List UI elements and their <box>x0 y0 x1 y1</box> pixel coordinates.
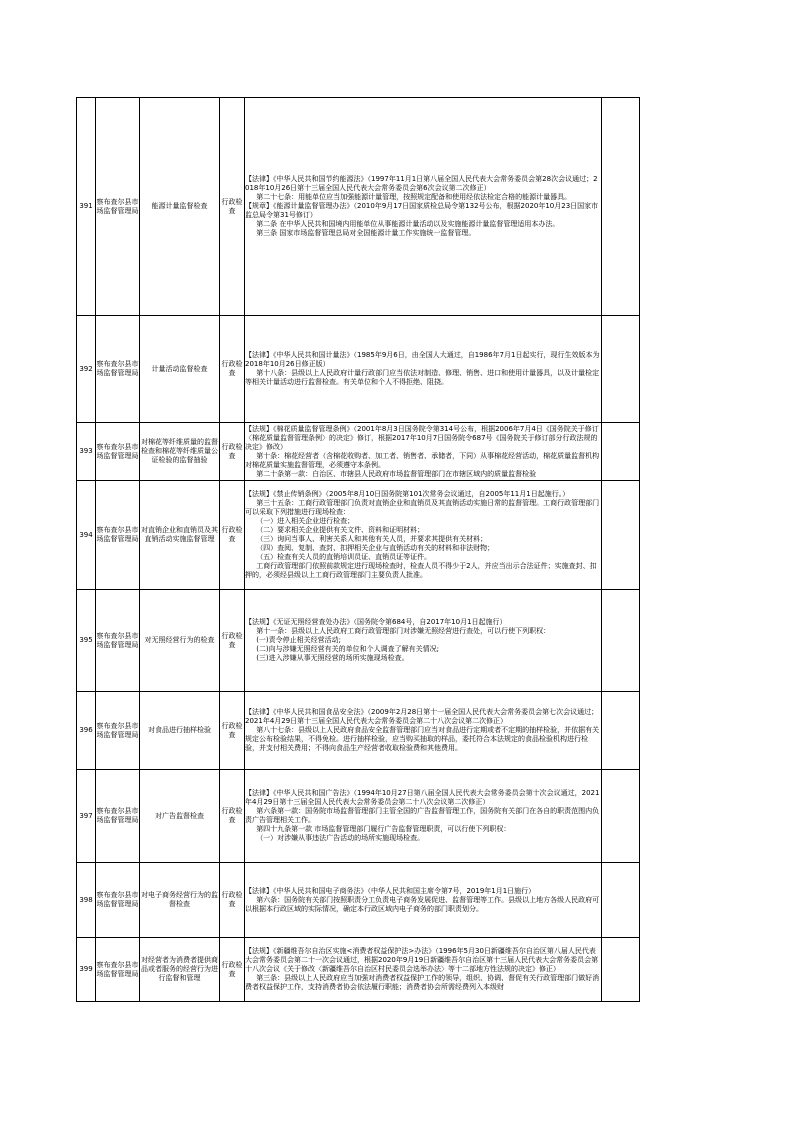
remarks-cell <box>602 770 640 863</box>
legal-basis-line: （一）对涉嫌从事违法广告活动的场所实施现场检查。 <box>256 834 425 842</box>
inspection-item-cell: 对食品进行抽样检验 <box>140 692 220 770</box>
legal-basis-line: 第十一条：县级以上人民政府工商行政管理部门对涉嫌无照经营进行查处，可以行使下列职权： <box>256 627 551 635</box>
legal-basis-line: （四）查阅、复制、查封、扣押相关企业与直销活动有关的材料和非法财物； <box>256 544 495 552</box>
inspection-item-cell: 对经营者为消费者提供商品或者服务的经营行为进行监督和管理 <box>140 938 220 1002</box>
legal-basis-cell <box>245 481 602 590</box>
inspection-item-cell: 计量活动监督检查 <box>140 316 220 423</box>
department-cell: 察布查尔县市场监督管理局 <box>96 692 140 770</box>
legal-basis-line: 第六条：国务院有关部门按照职责分工负责电子商务发展促进、监督管理等工作。县级以上地方各级人民政府可以根据本行政区域的实际情况，确定本行政区域内电子商务的部门职责划分。 <box>245 895 600 913</box>
remarks-cell <box>602 423 640 481</box>
department-cell: 察布查尔县市场监督管理局 <box>96 481 140 590</box>
inspection-item-cell: 对广告监督检查 <box>140 770 220 863</box>
legal-basis-cell <box>245 316 602 423</box>
inspection-item-cell: 对棉花等纤维质量的监督检查和棉花等纤维质量公证检验的监督抽验 <box>140 423 220 481</box>
legal-basis-line: (三)进入涉嫌从事无照经营的场所实施现场检查。 <box>256 654 409 662</box>
legal-basis-line: 【法律】《中华人民共和国电子商务法》（中华人民共和国主席令第7号，2019年1月1日施行） <box>245 886 536 895</box>
legal-basis-cell <box>245 590 602 692</box>
legal-basis-line: 【法律】《中华人民共和国计量法》（1985年9月6日，由全国人大通过，自1986年7月1日起实行，现行生效版本为2018年10月26日修正版） <box>245 351 600 368</box>
legal-basis-line: 【规章】《能源计量监督管理办法》（2010年9月17日国家质检总局令第132号公布，根据2020年10月23日国家市监总局令第31号修订） <box>245 202 599 219</box>
inspection-type-cell: 行政检查 <box>220 316 245 423</box>
legal-basis-line: 第四十九条第一款 市场监督管理部门履行广告监督管理职责，可以行使下列职权： <box>256 825 511 833</box>
row-number-cell: 398 <box>77 863 96 938</box>
inspection-type-cell: 行政检查 <box>220 481 245 590</box>
legal-basis-line: 【法规】《无证无照经营查处办法》（国务院令第684号，自2017年10月1日起施行） <box>245 618 507 626</box>
remarks-cell <box>602 316 640 423</box>
inspection-type-cell: 行政检查 <box>220 423 245 481</box>
legal-basis-line: 【法律】《中华人民共和国广告法》（1994年10月27日第八届全国人民代表大会常务委员会第十次会议通过，2021年4月29日第十三届全国人民代表大会常务委员会第二十八次会议第二次修正） <box>245 789 600 806</box>
row-number-cell: 394 <box>77 481 96 590</box>
inspection-item-cell: 对直销企业和直销员及其直销活动实施监督管理 <box>140 481 220 590</box>
legal-basis-cell <box>245 98 602 316</box>
table-row <box>77 316 640 423</box>
inspection-item-cell: 能源计量监督检查 <box>140 98 220 316</box>
legal-basis-line: (一)责令停止相关经营活动; <box>256 636 342 644</box>
legal-basis-line: 第三十五条：工商行政管理部门负责对直销企业和直销员及其直销活动实施日常的监督管理。工商行政管理部门可以采取下列措施进行现场检查： <box>245 499 600 516</box>
legal-basis-line: 第二条 在中华人民共和国境内用能单位从事能源计量活动以及实施能源计量监督管理适用本办法。 <box>256 220 560 228</box>
legal-basis-line: 【法规】《棉花质量监督管理条例》（2001年8月3日国务院令第314号公布，根据2006年7月4日《国务院关于修订〈棉花质量监督管理条例〉的决定》修订，根据2017年10月7日国务院令687号《国务院关于修订部分行政法规的决定》修改） <box>245 424 599 451</box>
legal-basis-line: 第二十条第一款：白治区、市辖县人民政府市场监督管理部门在市辖区域内的质量监督检验 <box>256 469 537 478</box>
legal-basis-line: 第三条：县级以上人民政府应当加强对消费者权益保护工作的领导，组织、协调、督促有关行政管理部门做好消费者权益保护工作，支持消费者协会依法履行职能；消费者协会所需经费列入本级财 <box>245 974 600 991</box>
table-row <box>77 423 640 481</box>
table-row <box>77 770 640 863</box>
department-cell: 察布查尔县市场监督管理局 <box>96 590 140 692</box>
inspection-item-cell: 对电子商务经营行为的监督检查 <box>140 863 220 938</box>
legal-basis-line: 第八十七条：县级以上人民政府食品安全监督管理部门应当对食品进行定期或者不定期的抽样检验，并依据有关规定公布检验结果，不得免检。进行抽样检验，应当购买抽取的样品，委托符合本法规定的食品检验机构进行检验，并支付相关费用；不得向食品生产经营者收取检验费和其他费用。 <box>245 726 600 752</box>
row-number-cell: 395 <box>77 590 96 692</box>
remarks-cell <box>602 692 640 770</box>
legal-basis-line: 第十条：棉花经营者（含棉花收购者、加工者、销售者、承储者，下同）从事棉花经营活动，棉花质量监督机构对棉花质量实施监督管理，必须遵守本条例。 <box>245 451 600 469</box>
inspection-type-cell: 行政检查 <box>220 770 245 863</box>
legal-basis-cell <box>245 863 602 938</box>
legal-basis-line: （一）进入相关企业进行检查； <box>256 517 355 525</box>
legal-basis-cell <box>245 770 602 863</box>
table-row <box>77 938 640 1002</box>
row-number-cell: 391 <box>77 98 96 316</box>
department-cell: 察布查尔县市场监督管理局 <box>96 316 140 423</box>
row-number-cell: 397 <box>77 770 96 863</box>
legal-basis-line: （五）检查有关人员的直销培训员证、直销员证等证件。 <box>256 553 432 561</box>
legal-basis-line: 【法规】《新疆维吾尔自治区实施<消费者权益保护法>办法》（1996年5月30日新疆维吾尔自治区第八届人民代表大会常务委员会第二十一次会议通过，根据2020年9月19日新疆维吾尔自治区第十三届人民代表大会常务委员会第十八次会议《关于修改〈新疆维吾尔自治区村民委员会选举办法〉等十二部地方性法规的决定》修正） <box>245 947 599 973</box>
inspection-type-cell: 行政检查 <box>220 590 245 692</box>
legal-basis-line: 第三条 国家市场监督管理总局对全国能源计量工作实施统一监督管理。 <box>256 229 476 237</box>
legal-basis-line: 【法规】《禁止传销条例》（2005年8月10日国务院第101次常务会议通过，自2005年11月1日起施行。） <box>245 490 570 498</box>
table-row <box>77 98 640 316</box>
remarks-cell <box>602 590 640 692</box>
legal-basis-line: (二)向与涉嫌无照经营有关的单位和个人调查了解有关情况; <box>256 645 440 653</box>
table-body <box>77 98 640 1002</box>
row-number-cell: 399 <box>77 938 96 1002</box>
remarks-cell <box>602 481 640 590</box>
legal-basis-line: 第六条第一款：国务院市场监督管理部门主管全国的广告监督管理工作，国务院有关部门在各自的职责范围内负责广告管理相关工作。 <box>245 807 600 824</box>
legal-basis-line: 【法律】《中华人民共和国食品安全法》（2009年2月28日第十一届全国人民代表大会常务委员会第七次会议通过；2021年4月29日第十三届全国人民代表大会常务委员会第二十八次会议第二次修正） <box>245 708 599 725</box>
row-number-cell: 396 <box>77 692 96 770</box>
legal-basis-line: （二）要求相关企业提供有关文件、资料和证明材料； <box>256 526 425 534</box>
inspection-type-cell: 行政检查 <box>220 863 245 938</box>
table-row <box>77 863 640 938</box>
department-cell: 察布查尔县市场监督管理局 <box>96 770 140 863</box>
inspection-type-cell: 行政检查 <box>220 98 245 316</box>
department-cell: 察布查尔县市场监督管理局 <box>96 938 140 1002</box>
inspection-type-cell: 行政检查 <box>220 938 245 1002</box>
table-row <box>77 481 640 590</box>
department-cell: 察布查尔县市场监督管理局 <box>96 98 140 316</box>
legal-basis-line: 第二十七条：用能单位应当加强能源计量管理，按照规定配备和使用经依法检定合格的能源计量器具。 <box>256 193 572 201</box>
department-cell: 察布查尔县市场监督管理局 <box>96 863 140 938</box>
legal-basis-cell <box>245 423 602 481</box>
legal-basis-cell <box>245 692 602 770</box>
table-row <box>77 692 640 770</box>
legal-basis-line: 第十八条：县级以上人民政府计量行政部门应当依法对制造、修理、销售、进口和使用计量器具，以及计量检定等相关计量活动进行监督检查。有关单位和个人不得拒绝、阻挠。 <box>245 369 600 386</box>
inspection-table <box>76 97 640 1002</box>
legal-basis-line: 工商行政管理部门依照前款规定进行现场检查时，检查人员不得少于2人，并应当出示合法证件；实施查封、扣押的，必须经县级以上工商行政管理部门主要负责人批准。 <box>245 562 597 579</box>
row-number-cell: 393 <box>77 423 96 481</box>
row-number-cell: 392 <box>77 316 96 423</box>
inspection-item-cell: 对无照经营行为的检查 <box>140 590 220 692</box>
legal-basis-cell <box>245 938 602 1002</box>
legal-basis-line: 【法律】《中华人民共和国节约能源法》（1997年11月1日第八届全国人民代表大会常务委员会第28次会议通过；2018年10月26日第十三届全国人民代表大会常务委员会第6次会议第二次修正） <box>245 175 598 192</box>
inspection-type-cell: 行政检查 <box>220 692 245 770</box>
remarks-cell <box>602 938 640 1002</box>
remarks-cell <box>602 98 640 316</box>
remarks-cell <box>602 863 640 938</box>
department-cell: 察布查尔县市场监督管理局 <box>96 423 140 481</box>
legal-basis-line: （三）询问当事人、利害关系人和其他有关人员，并要求其提供有关材料； <box>256 535 488 543</box>
table-row <box>77 590 640 692</box>
